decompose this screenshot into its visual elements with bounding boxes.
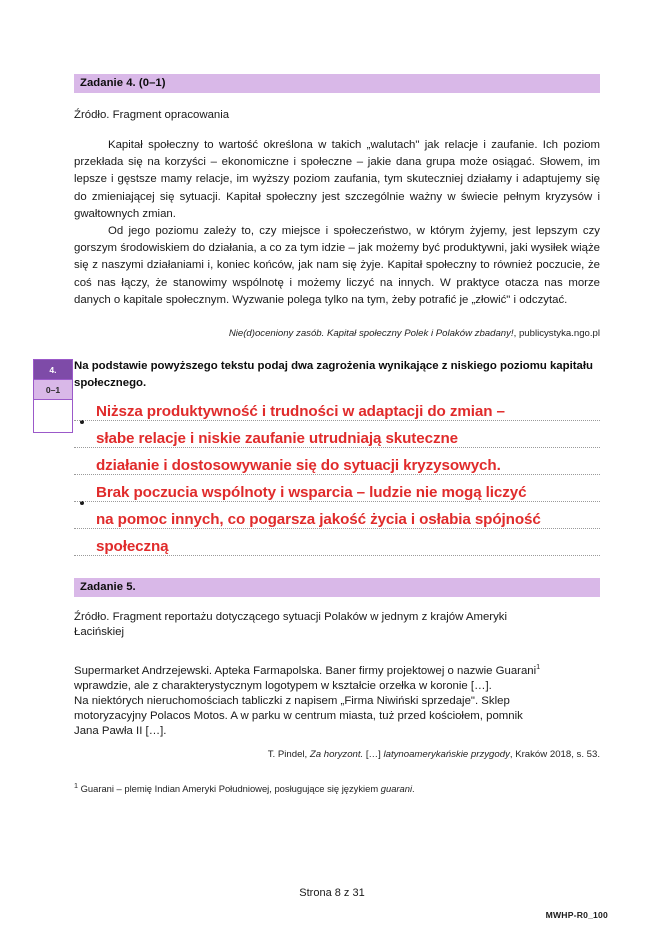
task-5-source-label-line-1: Źródło. Fragment reportażu dotyczącego sytuacji Polaków w jednym z krajów Ameryki (74, 611, 508, 623)
task-5-source-label-line-2: Łacińskiej (74, 626, 125, 638)
task-5-attribution-title-2: latynoamerykańskie przygody (383, 749, 510, 760)
answer-line[interactable] (74, 475, 600, 502)
task-4-section (74, 74, 600, 93)
task-5-attribution-author: T. Pindel, (267, 749, 310, 760)
task-4-attribution-wrap (74, 327, 600, 340)
task-4-attribution (74, 327, 600, 340)
document-code: MWHP-R0_100 (545, 910, 608, 920)
task-5-body-line-2: wprawdzie, ale z charakterystycznym logotypem w kształcie orzełka w koronie […]. (74, 680, 492, 692)
score-box-awarded-points[interactable] (34, 400, 72, 432)
answer-text: Brak poczucia wspólnoty i wsparcia – ludzie nie mogą liczyć (96, 484, 527, 501)
footnote-period: . (412, 783, 415, 794)
answer-text: Niższa produktywność i trudności w adaptacji do zmian – (96, 403, 505, 420)
task-5-text-block (74, 664, 600, 739)
task-5-heading: Zadanie 5. (74, 578, 600, 597)
task-4-source-label: Źródło. Fragment opracowania (74, 109, 230, 121)
task-4-source-label-wrap (74, 108, 600, 123)
footnote-number: 1 (74, 780, 78, 790)
task-5-body-line-1-text: Supermarket Andrzejewski. Apteka Farmapolska. Baner firmy projektowej o nazwie Guarani (74, 665, 537, 677)
answer-text: społeczną (96, 538, 169, 555)
answer-text: na pomoc innych, co pogarsza jakość życia i osłabia spójność (96, 511, 541, 528)
footnote-term: guarani (380, 783, 413, 794)
task-4-prompt-wrap (74, 358, 600, 391)
task-5-source-label-wrap (74, 610, 600, 640)
task-4-attribution-source: , publicystyka.ngo.pl (513, 328, 600, 339)
answer-line[interactable] (74, 448, 600, 475)
footnote-marker: 1 (536, 662, 541, 672)
task-5-attribution-publication: , Kraków 2018, s. 53. (509, 749, 600, 760)
task-5-attribution-ellipsis: […] (363, 749, 384, 760)
task-4-answer-area[interactable] (74, 394, 600, 583)
task-5-body-line-4: motoryzacyjny Polacos Motos. A w parku w centrum miasta, tuż przed kościołem, pomnik (74, 710, 523, 722)
task-4-paragraph-2: Od jego poziomu zależy to, czy miejsce i społeczeństwo, w którym żyjemy, jest lepszym czy gorszym środowiskiem do działania, a co za tym idzie – jak możemy być produktywni, jaki wysiłek wiąże się z naszymi działaniami i, koniec końców, jak nam się żyje. Kapitał społeczny to również poczucie, że coś nas łączy, że stanowimy wspólnotę i możemy liczyć na innych. W praktyce otacza nas morze danych o kapitale społecznym. Wyzwanie polega tylko na tym, żeby potrafić je „złowić" i odczytać. (74, 225, 600, 306)
task-5-body-line-1 (74, 664, 600, 679)
score-box-points-range: 0–1 (34, 380, 72, 400)
task-5-footnote (74, 782, 600, 795)
footnote-text: Guarani – plemię Indian Ameryki Południowej, posługujące się językiem (78, 783, 381, 794)
task-5-footnote-wrap (74, 782, 600, 795)
answer-line[interactable] (74, 421, 600, 448)
score-box-task-4 (33, 359, 73, 433)
task-4-text-block (74, 137, 600, 309)
answer-line[interactable] (74, 394, 600, 421)
answer-text: słabe relacje i niskie zaufanie utrudniają skuteczne (96, 430, 458, 447)
task-5-attribution-title-1: Za horyzont. (309, 749, 364, 760)
score-box-task-number: 4. (34, 360, 72, 380)
task-5-attribution (74, 748, 600, 761)
answer-text: działanie i dostosowywanie się do sytuacji kryzysowych. (96, 457, 501, 474)
task-5-body-line-5: Jana Pawła II […]. (74, 725, 167, 737)
task-5-section (74, 578, 600, 597)
task-5-attribution-wrap (74, 748, 600, 761)
task-5-body-line-3: Na niektórych nieruchomościach tabliczki z napisem „Firma Niwiński sprzedaje". Sklep (74, 695, 510, 707)
task-4-attribution-title: Nie(d)oceniony zasób. Kapitał społeczny Polek i Polaków zbadany! (228, 328, 514, 339)
page-number: Strona 8 z 31 (299, 887, 365, 899)
answer-line[interactable] (74, 502, 600, 529)
task-4-paragraph-1: Kapitał społeczny to wartość określona w takich „walutach" jak relacje i zaufanie. Ich poziom przekłada się na korzyści – ekonomiczne i społeczne – jakie dana grupa może osiągać. Słowem, im lepsze i gęstsze mamy relacje, im wyższy poziom zaufania, tym skuteczniej działamy i adaptujemy się do zmieniającej się sytuacji. Kapitał społeczny jest szczególnie ważny w świecie pełnym kryzysów i gwałtownych zmian. (74, 139, 600, 220)
task-4-prompt: Na podstawie powyższego tekstu podaj dwa zagrożenia wynikające z niskiego poziomu kapitału społecznego. (74, 360, 594, 389)
task-4-heading: Zadanie 4. (0–1) (74, 74, 600, 93)
answer-line[interactable] (74, 529, 600, 556)
